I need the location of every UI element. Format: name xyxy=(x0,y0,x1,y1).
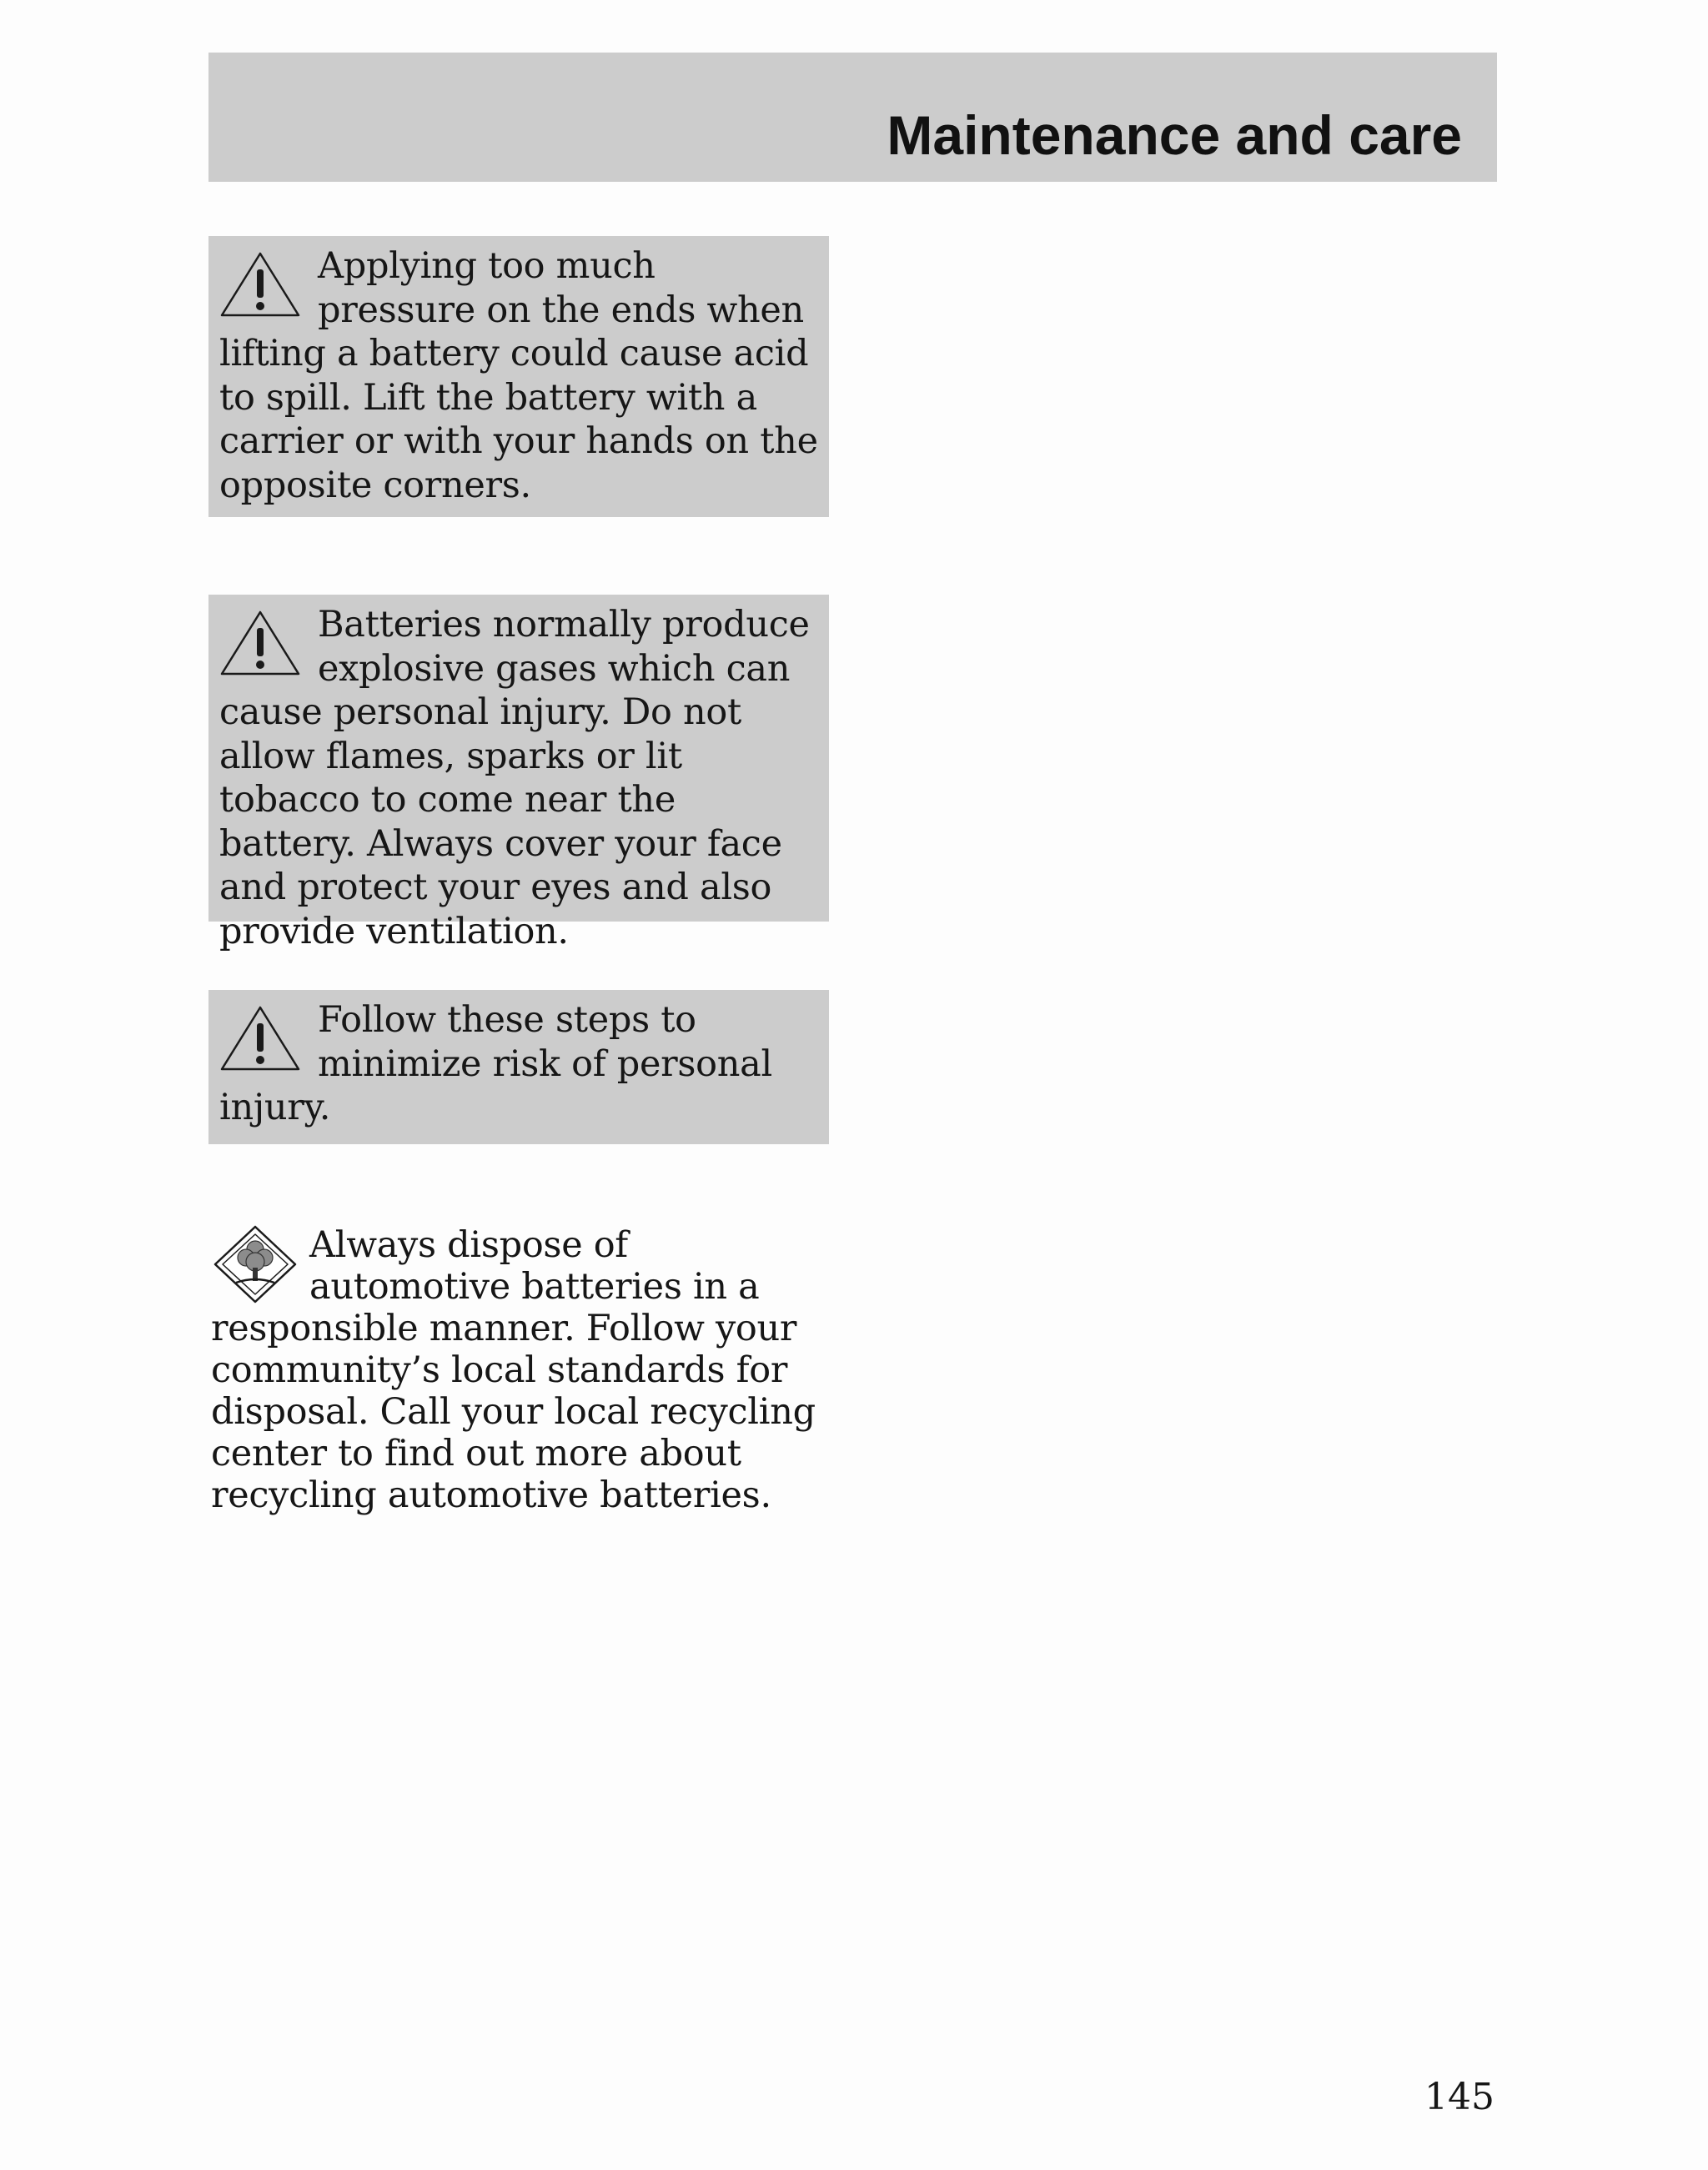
warning-triangle-icon xyxy=(219,1005,301,1072)
page-number: 145 xyxy=(1424,2076,1494,2118)
warning-triangle-icon xyxy=(219,251,301,318)
warning-box-follow-steps xyxy=(208,990,829,1144)
warning-triangle-icon xyxy=(219,610,301,676)
warning-text: Applying too much pressure on the ends when lifting a battery could cause acid to spill. Lift the battery with a carrier or with your hands on the opposite corners. xyxy=(219,245,818,506)
warning-text: Batteries normally produce explosive gases which can cause personal injury. Do not allow flames, sparks or lit tobacco to come near the battery. Always cover your face and protect your eyes and also provide ventilation. xyxy=(219,604,810,952)
warning-text: Follow these steps to minimize risk of personal injury. xyxy=(219,999,772,1128)
environment-note xyxy=(211,1224,832,1516)
page-title: Maintenance and care xyxy=(887,104,1462,166)
warning-box-explosive-gases xyxy=(208,595,829,952)
environment-note-text: Always dispose of automotive batteries in a responsible manner. Follow your community’s local standards for disposal. Call your local recycling center to find out more about recycling automotive batteries. xyxy=(211,1224,816,1516)
environment-tree-icon xyxy=(211,1224,299,1308)
header-band xyxy=(208,53,1497,182)
warning-box-battery-lifting xyxy=(208,236,829,517)
